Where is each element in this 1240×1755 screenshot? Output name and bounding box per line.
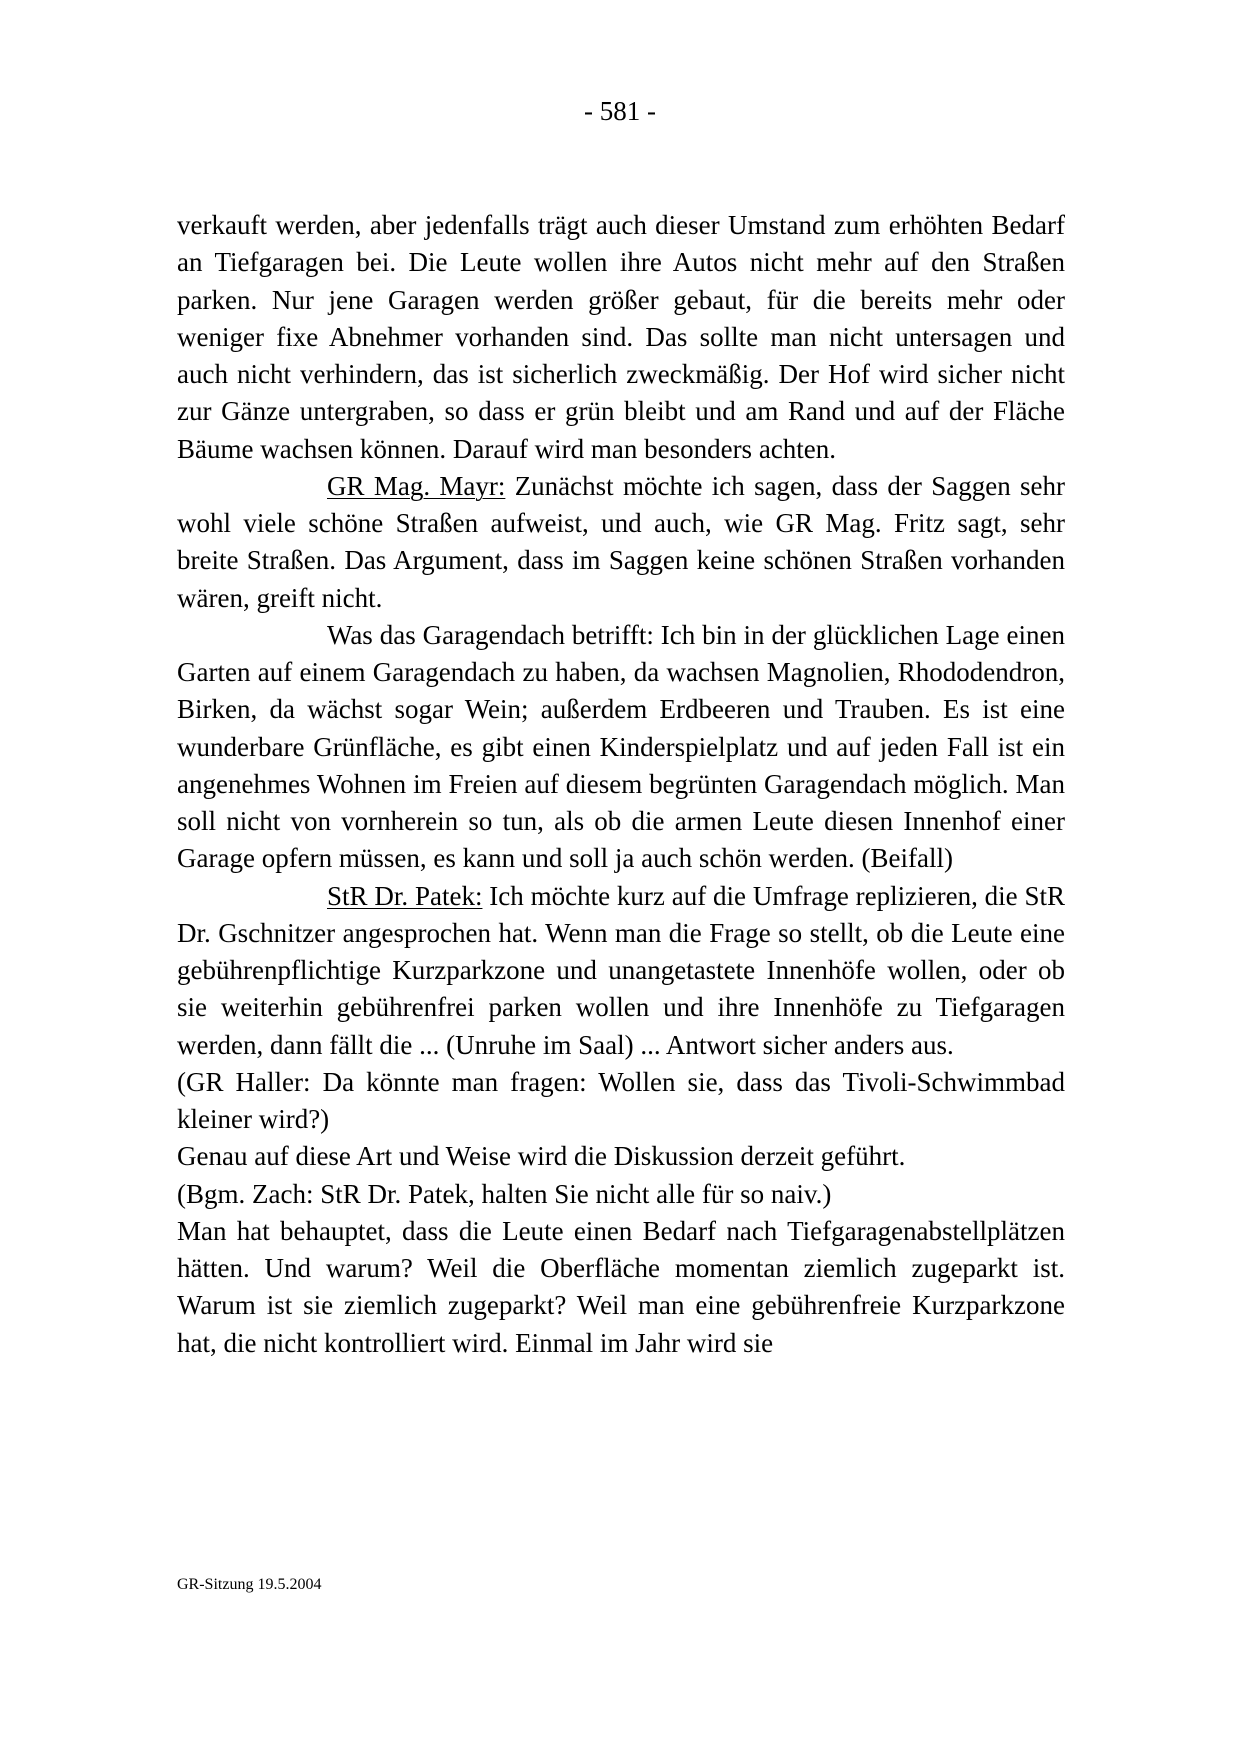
speaker-patek: StR Dr. Patek:	[327, 880, 483, 911]
paragraph-2	[177, 468, 1065, 617]
footer-session-date: GR-Sitzung 19.5.2004	[177, 1576, 322, 1593]
interjection-haller: (GR Haller: Da könnte man fragen: Wollen sie, dass das Tivoli-Schwimmbad kleiner wird?)	[177, 1066, 1065, 1134]
interjection-zach: (Bgm. Zach: StR Dr. Patek, halten Sie nicht alle für so naiv.)	[177, 1178, 832, 1209]
paragraph-1: verkauft werden, aber jedenfalls trägt auch dieser Umstand zum erhöhten Bedarf an Tiefgaragen bei. Die Leute wollen ihre Autos nicht mehr auf den Straßen parken. Nur jene Garagen werden größer gebaut, für die bereits mehr oder weniger fixe Abnehmer vorhanden sind. Das sollte man nicht untersagen und auch nicht verhindern, das ist sicherlich zweckmäßig. Der Hof wird sicher nicht zur Gänze untergraben, so dass er grün bleibt und am Rand und auf der Fläche Bäume wachsen können. Darauf wird man besonders achten.	[177, 210, 1065, 464]
paragraph-6: Genau auf diese Art und Weise wird die Diskussion derzeit geführt.	[177, 1141, 906, 1172]
speaker-mayr: GR Mag. Mayr:	[327, 470, 506, 501]
paragraph-3: Was das Garagendach betrifft: Ich bin in der glücklichen Lage einen Garten auf einem Garagendach zu haben, da wachsen Magnolien, Rhododendron, Birken, da wächst sogar Wein; außerdem Erdbeeren und Trauben. Es ist eine wunderbare Grünfläche, es gibt einen Kinderspielplatz und auf jeden Fall ist ein angenehmes Wohnen im Freien auf diesem begrünten Garagendach möglich. Man soll nicht von vornherein so tun, als ob die armen Leute diesen Innenhof einer Garage opfern müssen, es kann und soll ja auch schön werden. (Beifall)	[177, 619, 1065, 874]
paragraph-2-text: Zunächst möchte ich sagen, dass der Saggen sehr wohl viele schöne Straßen aufweist, und auch, wie GR Mag. Fritz sagt, sehr breite Straßen. Das Argument, dass im Saggen keine schönen Straßen vorhanden wären, greift nicht.	[177, 470, 1066, 613]
paragraph-8: Man hat behauptet, dass die Leute einen Bedarf nach Tiefgaragenabstellplätzen hätten. Und warum? Weil die Oberfläche momentan ziemlich zugeparkt ist. Warum ist sie ziemlich zugeparkt? Weil man eine gebührenfreie Kurzparkzone hat, die nicht kontrolliert wird. Einmal im Jahr wird sie	[177, 1215, 1065, 1358]
document-body	[177, 207, 1065, 1362]
paragraph-4	[177, 878, 1065, 1064]
page-number: - 581 -	[584, 96, 656, 126]
paragraph-4-text: Ich möchte kurz auf die Umfrage replizieren, die StR Dr. Gschnitzer angesprochen hat. Wenn man die Frage so stellt, ob die Leute eine gebührenpflichtige Kurzparkzone und unangetastete Innenhöfe wollen, oder ob sie weiterhin gebührenfrei parken wollen und ihre Innenhöfe zu Tiefgaragen werden, dann fällt die ... (Unruhe im Saal) ... Antwort sicher anders aus.	[177, 880, 1066, 1060]
